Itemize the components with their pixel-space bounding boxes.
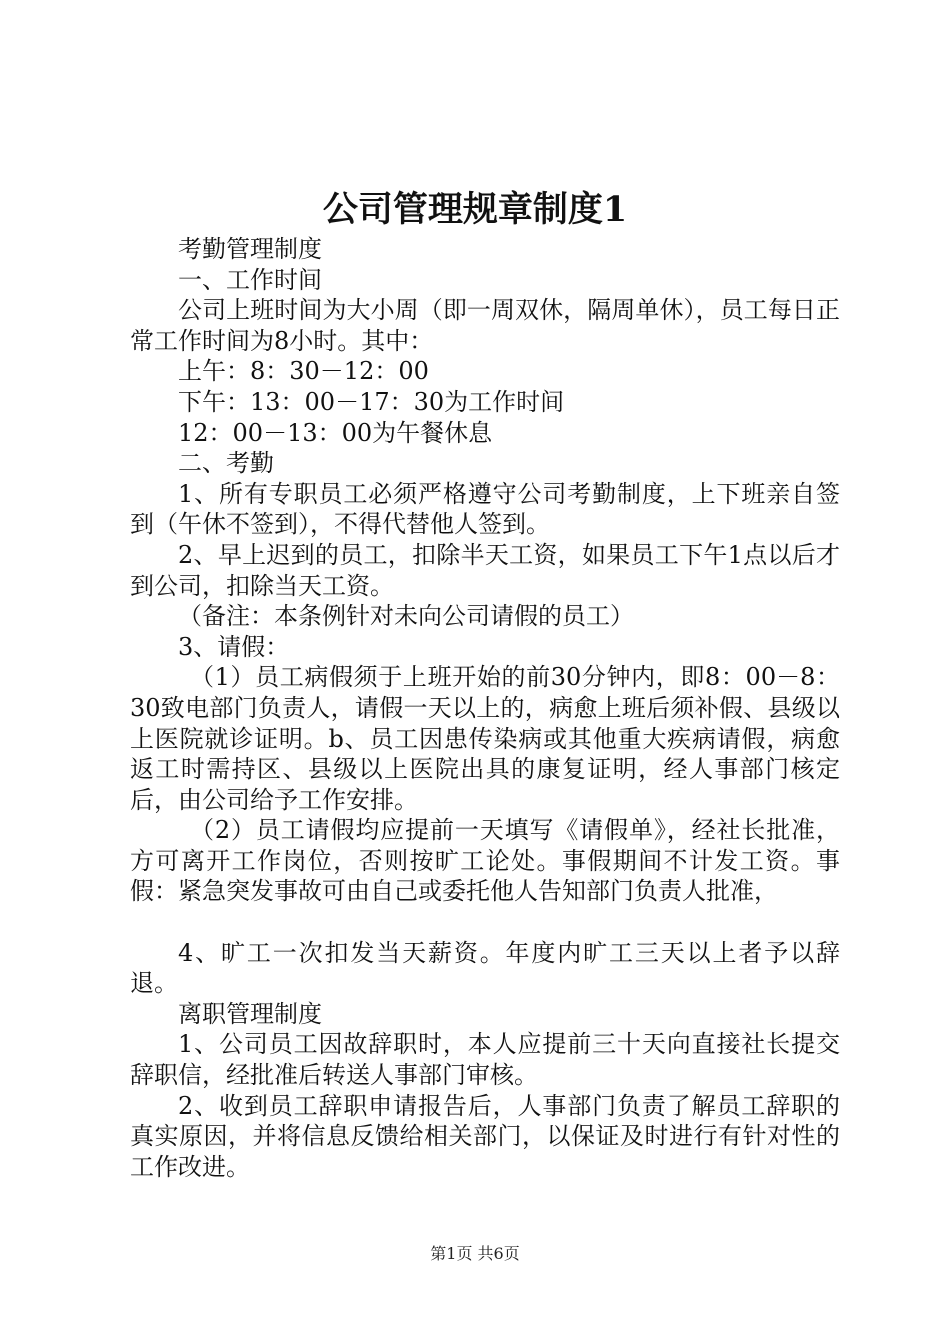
paragraph-leave-request: （2）员工请假均应提前一天填写《请假单》，经社长批准，方可离开工作岗位，否则按旷工论处。事假期间不计发工资。事假：紧急突发事故可由自己或委托他人告知部门负责人批准， (130, 816, 840, 906)
page-footer: 第1页 共6页 (430, 1244, 520, 1263)
paragraph-work-schedule: 公司上班时间为大小周（即一周双休，隔周单休），员工每日正常工作时间为8小时。其中： (130, 296, 840, 355)
paragraph-resignation-1: 1、公司员工因故辞职时，本人应提前三十天向直接社长提交辞职信，经批准后转送人事部门审核。 (130, 1030, 840, 1090)
subheading-work-hours: 一、工作时间 (178, 265, 322, 294)
paragraph-rule-4: 4、旷工一次扣发当天薪资。年度内旷工三天以上者予以辞退。 (130, 938, 840, 998)
paragraph-rule-1: 1、所有专职员工必须严格遵守公司考勤制度，上下班亲自签到（午休不签到），不得代替他人签到。 (130, 479, 840, 539)
section-heading-resignation: 离职管理制度 (178, 999, 322, 1028)
document-body (130, 234, 840, 1182)
paragraph-rule-2: 2、早上迟到的员工，扣除半天工资，如果员工下午1点以后才到公司，扣除当天工资。 (130, 540, 840, 600)
paragraph-afternoon-hours: 下午：13：00－17：30为工作时间 (178, 387, 565, 416)
subheading-attendance: 二、考勤 (178, 449, 274, 478)
section-heading-attendance: 考勤管理制度 (178, 235, 322, 263)
blank-line (130, 907, 840, 938)
paragraph-lunch-break: 12：00－13：00为午餐休息 (178, 418, 493, 447)
paragraph-morning-hours: 上午：8：30－12：00 (178, 357, 429, 386)
paragraph-sick-leave: （1）员工病假须于上班开始的前30分钟内，即8：00－8：30致电部门负责人，请假一天以上的，病愈上班后须补假、县级以上医院就诊证明。b、员工因患传染病或其他重大疾病请假，病愈返工时需持区、县级以上医院出具的康复证明，经人事部门核定后，由公司给予工作安排。 (130, 663, 840, 814)
paragraph-rule-3: 3、请假： (178, 632, 290, 661)
paragraph-resignation-2: 2、收到员工辞职申请报告后，人事部门负责了解员工辞职的真实原因，并将信息反馈给相关部门，以保证及时进行有针对性的工作改进。 (130, 1091, 840, 1181)
paragraph-note: （备注：本条例针对未向公司请假的员工） (178, 602, 634, 631)
document-title: 公司管理规章制度1 (322, 189, 628, 230)
